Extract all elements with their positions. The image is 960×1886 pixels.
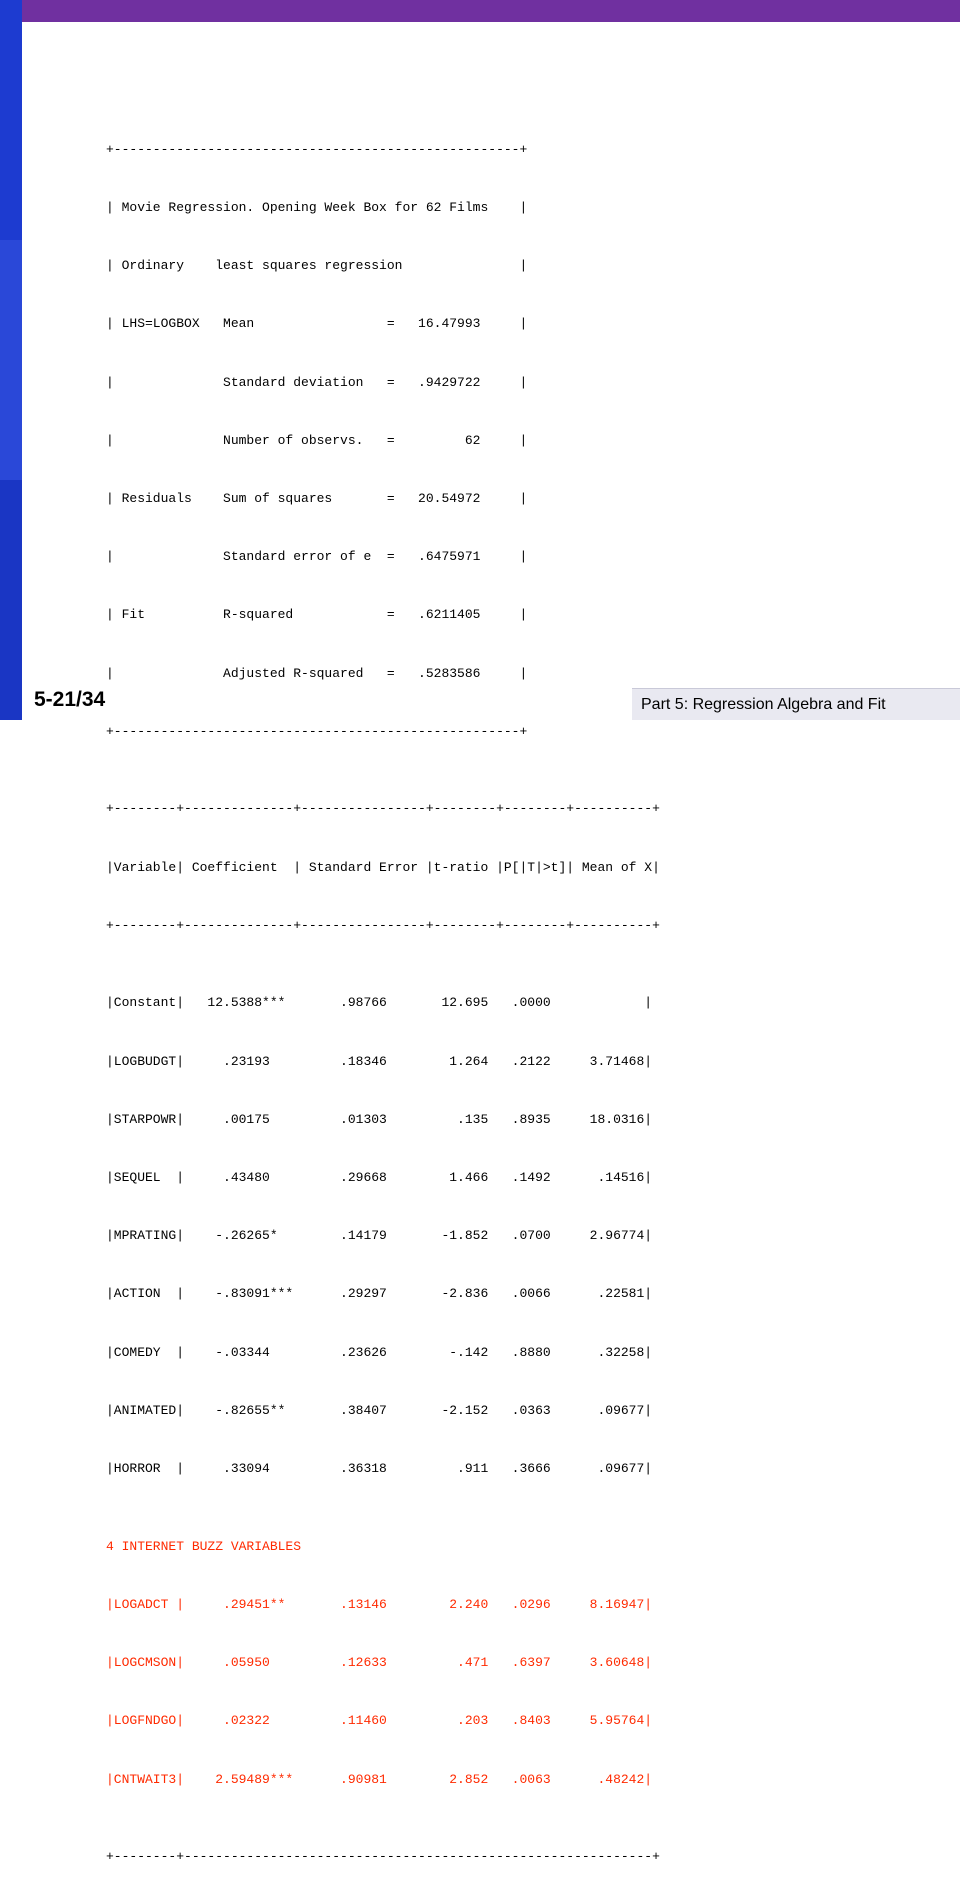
header-line: | Number of observs. = 62 | bbox=[106, 432, 528, 448]
table-row: |SEQUEL | .43480 .29668 1.466 .1492 .14516| bbox=[106, 1170, 653, 1186]
header-line: | Adjusted R-squared = .5283586 | bbox=[106, 665, 528, 681]
buzz-row: |LOGCMSON| .05950 .12633 .471 .6397 3.60648| bbox=[106, 1655, 653, 1671]
buzz-row: |LOGADCT | .29451** .13146 2.240 .0296 8.16947| bbox=[106, 1596, 653, 1612]
top-accent-bar bbox=[0, 0, 960, 22]
header-line: | LHS=LOGBOX Mean = 16.47993 | bbox=[106, 316, 528, 332]
footer-title: Part 5: Regression Algebra and Fit bbox=[641, 696, 886, 713]
table-row: |ANIMATED| -.82655** .38407 -2.152 .0363 .09677| bbox=[106, 1402, 653, 1418]
header-line: +----------------------------------------------------+ bbox=[106, 141, 528, 157]
buzz-row: |LOGFNDGO| .02322 .11460 .203 .8403 5.95764| bbox=[106, 1713, 653, 1729]
header-line: | Standard deviation = .9429722 | bbox=[106, 374, 528, 390]
regression-output bbox=[106, 101, 660, 1886]
table-border: +--------+------------------------------------------------------------+ bbox=[106, 1849, 660, 1865]
left-bar-segment bbox=[0, 480, 22, 720]
slide-number: 5-21/34 bbox=[34, 688, 106, 711]
table-row: |Constant| 12.5388*** .98766 12.695 .0000 | bbox=[106, 995, 653, 1011]
table-border: +--------+--------------+----------------+--------+--------+----------+ bbox=[106, 801, 660, 817]
section-label: 4 INTERNET BUZZ VARIABLES bbox=[106, 1538, 302, 1554]
header-line: | Movie Regression. Opening Week Box for 62 Films | bbox=[106, 200, 528, 216]
table-border: +--------+--------------+----------------+--------+--------+----------+ bbox=[106, 917, 660, 933]
left-bar-segment bbox=[0, 0, 22, 240]
table-row: |MPRATING| -.26265* .14179 -1.852 .0700 2.96774| bbox=[106, 1228, 653, 1244]
left-accent-bar bbox=[0, 0, 22, 720]
footer-title-box bbox=[632, 688, 960, 720]
table-row: |STARPOWR| .00175 .01303 .135 .8935 18.0316| bbox=[106, 1111, 653, 1127]
buzz-row: |CNTWAIT3| 2.59489*** .90981 2.852 .0063 .48242| bbox=[106, 1771, 653, 1787]
header-line: +----------------------------------------------------+ bbox=[106, 723, 528, 739]
header-line: | Residuals Sum of squares = 20.54972 | bbox=[106, 491, 528, 507]
header-line: | Fit R-squared = .6211405 | bbox=[106, 607, 528, 623]
table-row: |COMEDY | -.03344 .23626 -.142 .8880 .32258| bbox=[106, 1344, 653, 1360]
left-bar-segment bbox=[0, 240, 22, 480]
table-column-headers: |Variable| Coefficient | Standard Error |t-ratio |P[|T|>t]| Mean of X| bbox=[106, 859, 660, 875]
table-row: |LOGBUDGT| .23193 .18346 1.264 .2122 3.71468| bbox=[106, 1053, 653, 1069]
table-row: |HORROR | .33094 .36318 .911 .3666 .09677| bbox=[106, 1461, 653, 1477]
header-line: | Ordinary least squares regression | bbox=[106, 258, 528, 274]
header-line: | Standard error of e = .6475971 | bbox=[106, 549, 528, 565]
table-row: |ACTION | -.83091*** .29297 -2.836 .0066 .22581| bbox=[106, 1286, 653, 1302]
